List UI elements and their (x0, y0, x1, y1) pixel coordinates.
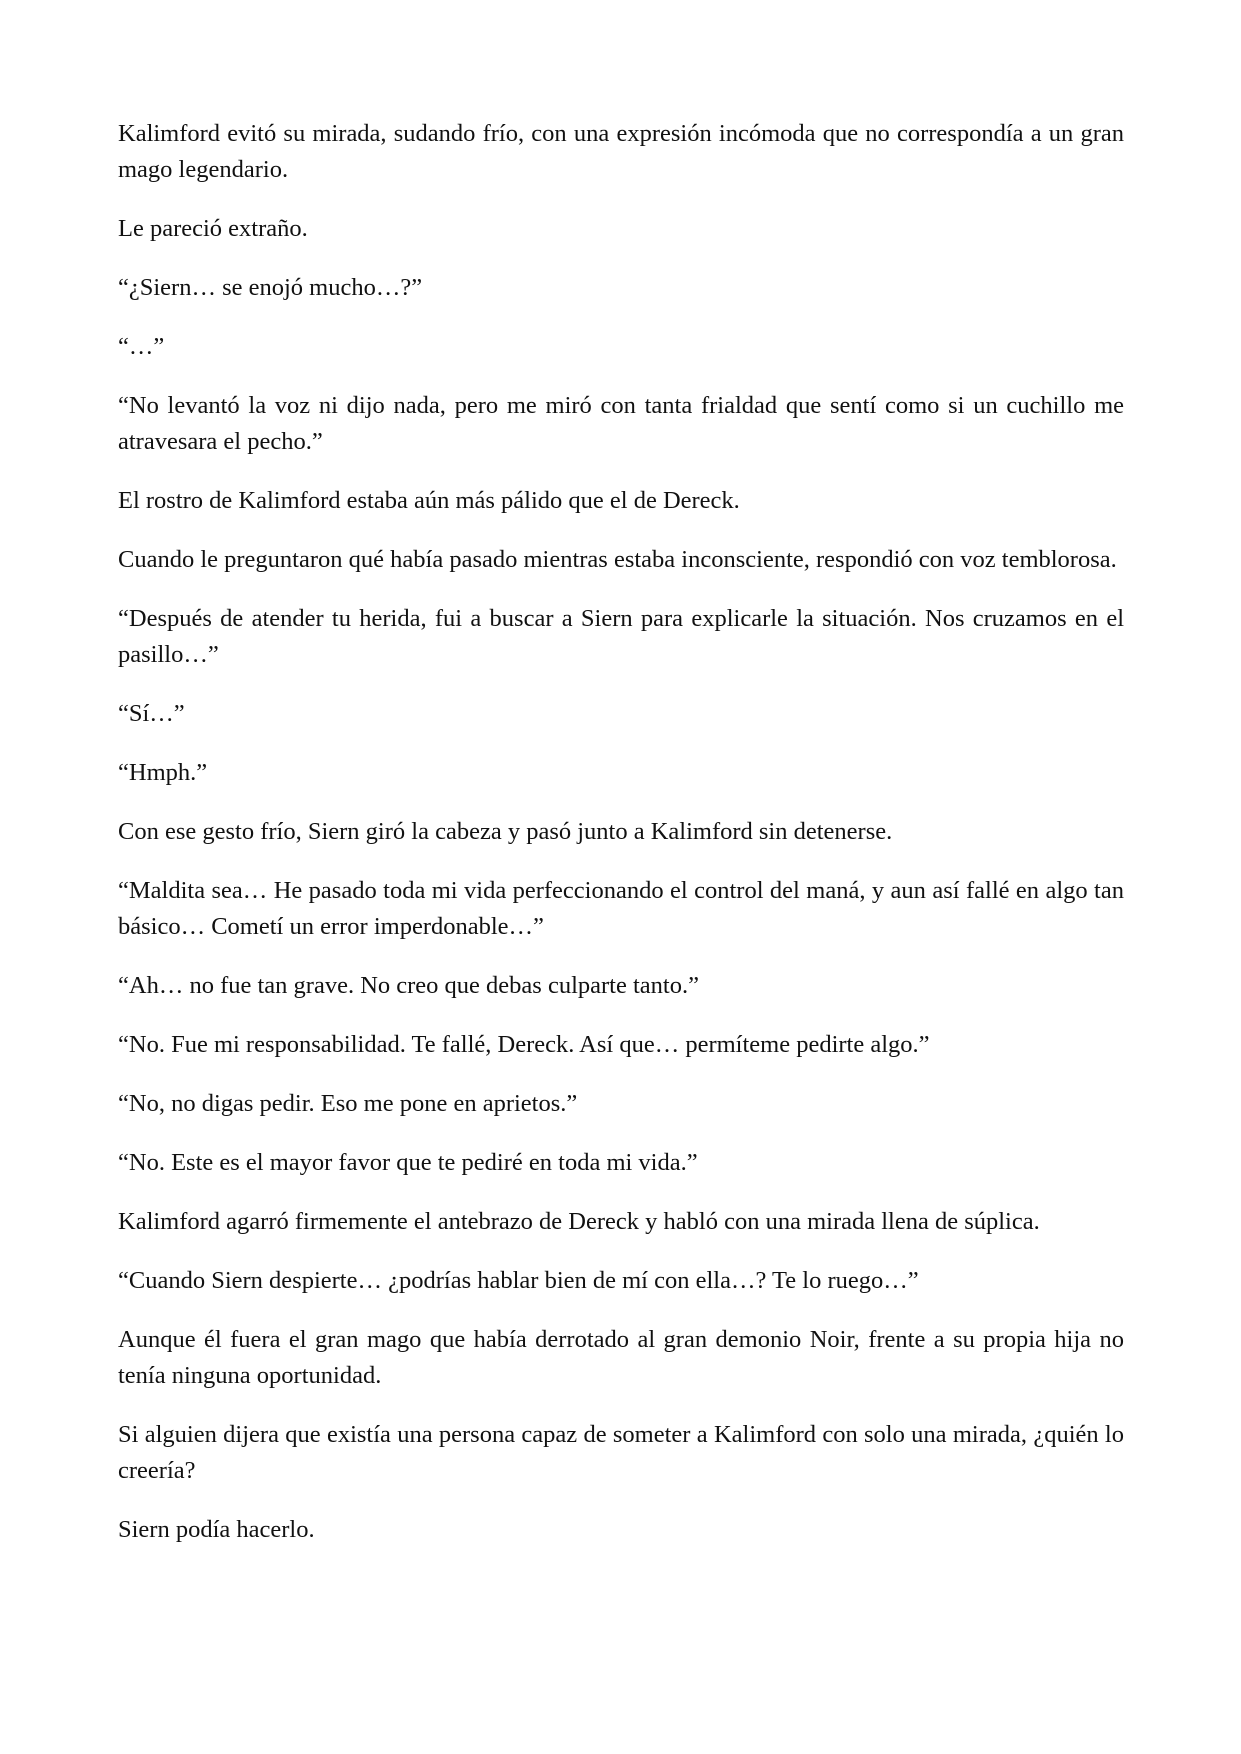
paragraph: Kalimford evitó su mirada, sudando frío, con una expresión incómoda que no correspondía a un gran mago legendario. (118, 120, 1124, 183)
paragraph: “…” (118, 333, 165, 360)
paragraph: Aunque él fuera el gran mago que había derrotado al gran demonio Noir, frente a su propia hija no tenía ninguna oportunidad. (118, 1326, 1124, 1389)
paragraph: “No. Fue mi responsabilidad. Te fallé, Dereck. Así que… permíteme pedirte algo.” (118, 1031, 930, 1058)
paragraph: El rostro de Kalimford estaba aún más pálido que el de Dereck. (118, 487, 740, 514)
paragraph: “Maldita sea… He pasado toda mi vida perfeccionando el control del maná, y aun así fallé en algo tan básico… Cometí un error imperdonable…” (118, 877, 1124, 940)
paragraph: “Cuando Siern despierte… ¿podrías hablar bien de mí con ella…? Te lo ruego…” (118, 1267, 919, 1294)
paragraph: Le pareció extraño. (118, 215, 308, 242)
document-page (118, 116, 1124, 1571)
paragraph: Siern podía hacerlo. (118, 1516, 315, 1543)
paragraph: “Después de atender tu herida, fui a buscar a Siern para explicarle la situación. Nos cruzamos en el pasillo…” (118, 605, 1124, 668)
paragraph: Si alguien dijera que existía una persona capaz de someter a Kalimford con solo una mirada, ¿quién lo creería? (118, 1421, 1124, 1484)
paragraph: “¿Siern… se enojó mucho…?” (118, 274, 423, 301)
paragraph: Con ese gesto frío, Siern giró la cabeza y pasó junto a Kalimford sin detenerse. (118, 818, 893, 845)
paragraph: “No, no digas pedir. Eso me pone en aprietos.” (118, 1090, 578, 1117)
paragraph: “No levantó la voz ni dijo nada, pero me miró con tanta frialdad que sentí como si un cuchillo me atravesara el pecho.” (118, 392, 1124, 455)
paragraph: “No. Este es el mayor favor que te pediré en toda mi vida.” (118, 1149, 698, 1176)
paragraph: Kalimford agarró firmemente el antebrazo de Dereck y habló con una mirada llena de súplica. (118, 1208, 1040, 1235)
paragraph: “Hmph.” (118, 759, 208, 786)
paragraph: “Ah… no fue tan grave. No creo que debas culparte tanto.” (118, 972, 699, 999)
paragraph: Cuando le preguntaron qué había pasado mientras estaba inconsciente, respondió con voz temblorosa. (118, 546, 1117, 573)
paragraph: “Sí…” (118, 700, 185, 727)
